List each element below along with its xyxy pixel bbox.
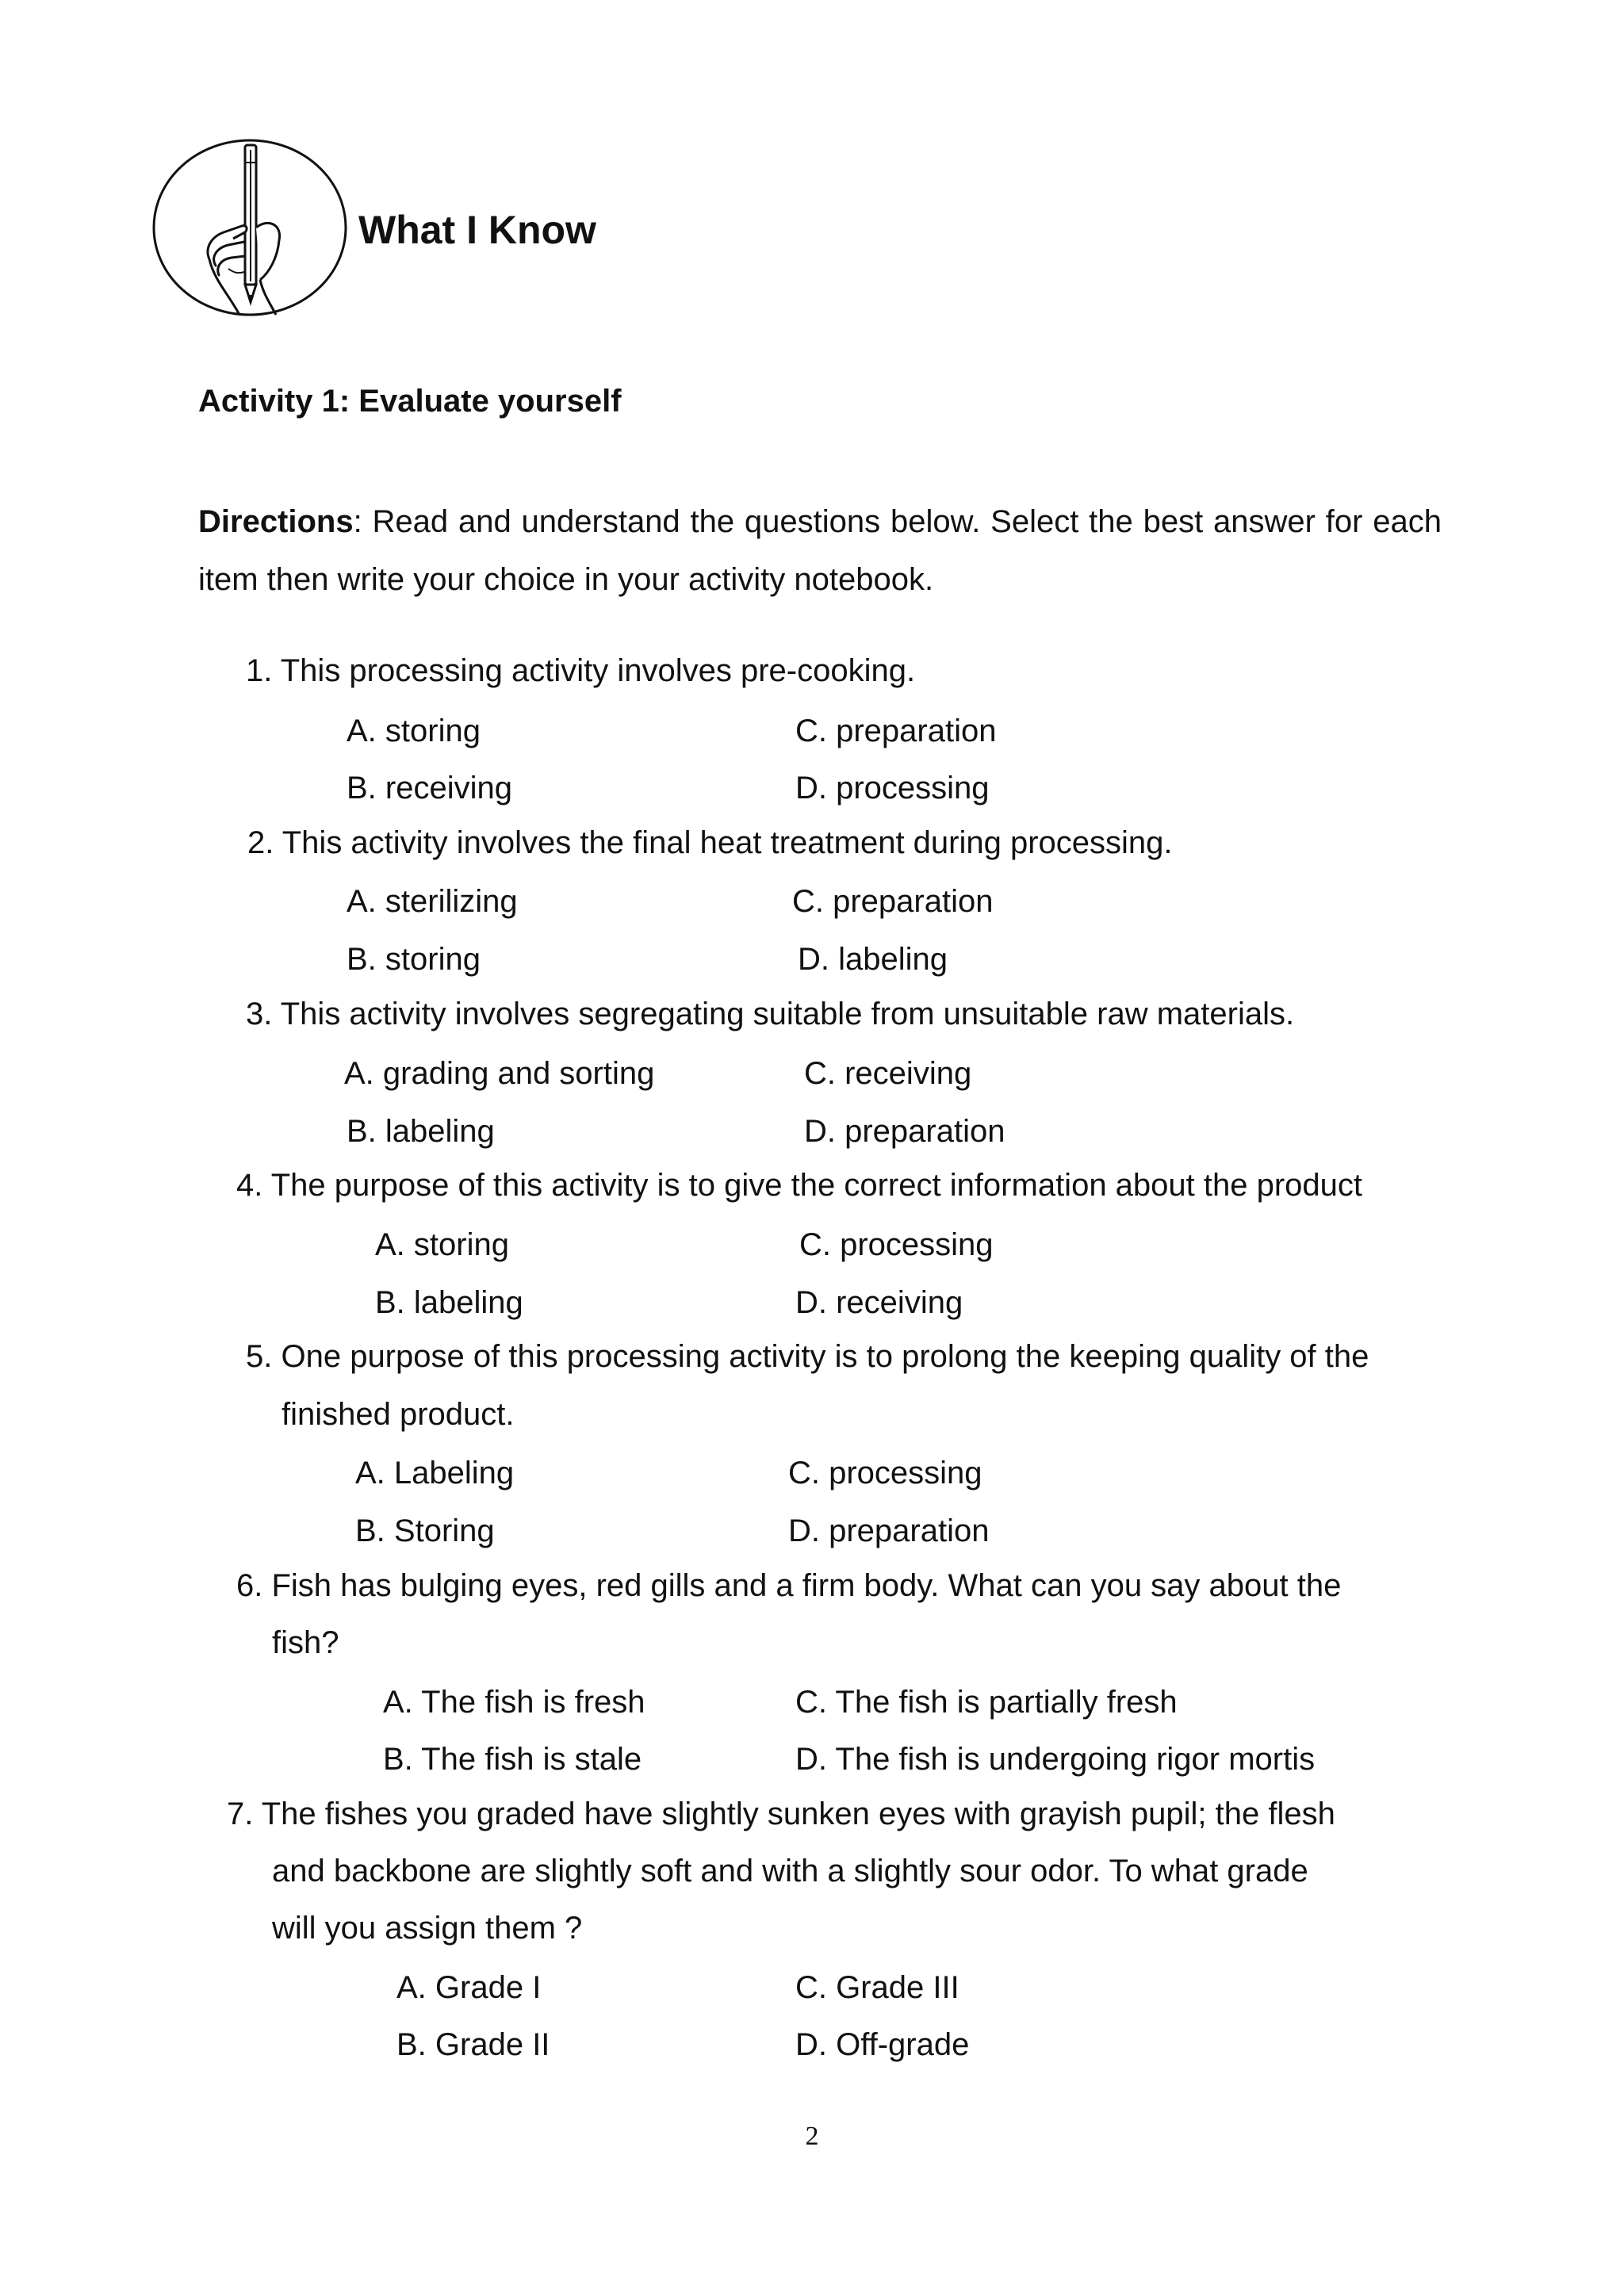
question-7-option-c: C. Grade III	[795, 1970, 959, 2005]
question-1-option-d: D. processing	[795, 771, 990, 806]
question-4-option-a: A. storing	[375, 1227, 509, 1262]
directions-text: : Read and understand the questions below. Select the best answer for each item then write your choice in your activity notebook.	[198, 504, 1442, 597]
question-6-option-b: B. The fish is stale	[383, 1742, 642, 1777]
question-6: 6. Fish has bulging eyes, red gills and a firm body. What can you say about the	[236, 1568, 1342, 1603]
question-2-option-a: A. sterilizing	[347, 884, 518, 919]
question-2-option-b: B. storing	[347, 942, 481, 977]
question-1-option-a: A. storing	[347, 714, 481, 748]
question-5-option-b: B. Storing	[355, 1513, 495, 1548]
directions-label: Directions	[198, 504, 354, 539]
question-5-option-a: A. Labeling	[355, 1456, 515, 1490]
question-2-option-c: C. preparation	[792, 884, 994, 919]
question-7-continued-1: and backbone are slightly soft and with a slightly sour odor. To what grade	[272, 1854, 1308, 1888]
question-4-option-c: C. processing	[799, 1227, 994, 1262]
directions-paragraph	[198, 493, 1442, 609]
page-number: 2	[805, 2122, 819, 2151]
question-2-option-d: D. labeling	[798, 942, 948, 977]
question-1-option-c: C. preparation	[795, 714, 997, 748]
question-5: 5. One purpose of this processing activity is to prolong the keeping quality of the	[246, 1339, 1369, 1374]
question-6-continued: fish?	[272, 1625, 339, 1660]
question-6-option-d: D. The fish is undergoing rigor mortis	[795, 1742, 1316, 1777]
section-header	[152, 139, 596, 316]
question-3-option-c: C. receiving	[804, 1056, 972, 1091]
question-7-option-b: B. Grade II	[396, 2027, 550, 2062]
question-4-option-b: B. labeling	[375, 1285, 523, 1320]
question-7-option-a: A. Grade I	[396, 1970, 542, 2005]
question-7: 7. The fishes you graded have slightly sunken eyes with grayish pupil; the flesh	[227, 1797, 1335, 1831]
question-7-continued-2: will you assign them ?	[272, 1911, 583, 1946]
section-title: What I Know	[358, 208, 596, 252]
question-5-option-d: D. preparation	[788, 1513, 990, 1548]
question-6-option-a: A. The fish is fresh	[383, 1685, 645, 1720]
question-5-continued: finished product.	[282, 1397, 515, 1432]
question-4-option-d: D. receiving	[795, 1285, 963, 1320]
question-1-option-b: B. receiving	[347, 771, 512, 806]
pencil-in-hand-icon	[152, 139, 347, 316]
question-3-option-d: D. preparation	[804, 1114, 1005, 1149]
question-5-option-c: C. processing	[788, 1456, 982, 1490]
question-1: 1. This processing activity involves pre-cooking.	[246, 653, 916, 688]
activity-title: Activity 1: Evaluate yourself	[198, 384, 622, 419]
question-4: 4. The purpose of this activity is to give the correct information about the product	[236, 1168, 1363, 1203]
question-2: 2. This activity involves the final heat treatment during processing.	[247, 825, 1173, 860]
question-3-option-a: A. grading and sorting	[344, 1056, 655, 1091]
question-3-option-b: B. labeling	[347, 1114, 495, 1149]
question-7-option-d: D. Off-grade	[795, 2027, 970, 2062]
question-6-option-c: C. The fish is partially fresh	[795, 1685, 1178, 1720]
question-3: 3. This activity involves segregating suitable from unsuitable raw materials.	[246, 997, 1295, 1031]
